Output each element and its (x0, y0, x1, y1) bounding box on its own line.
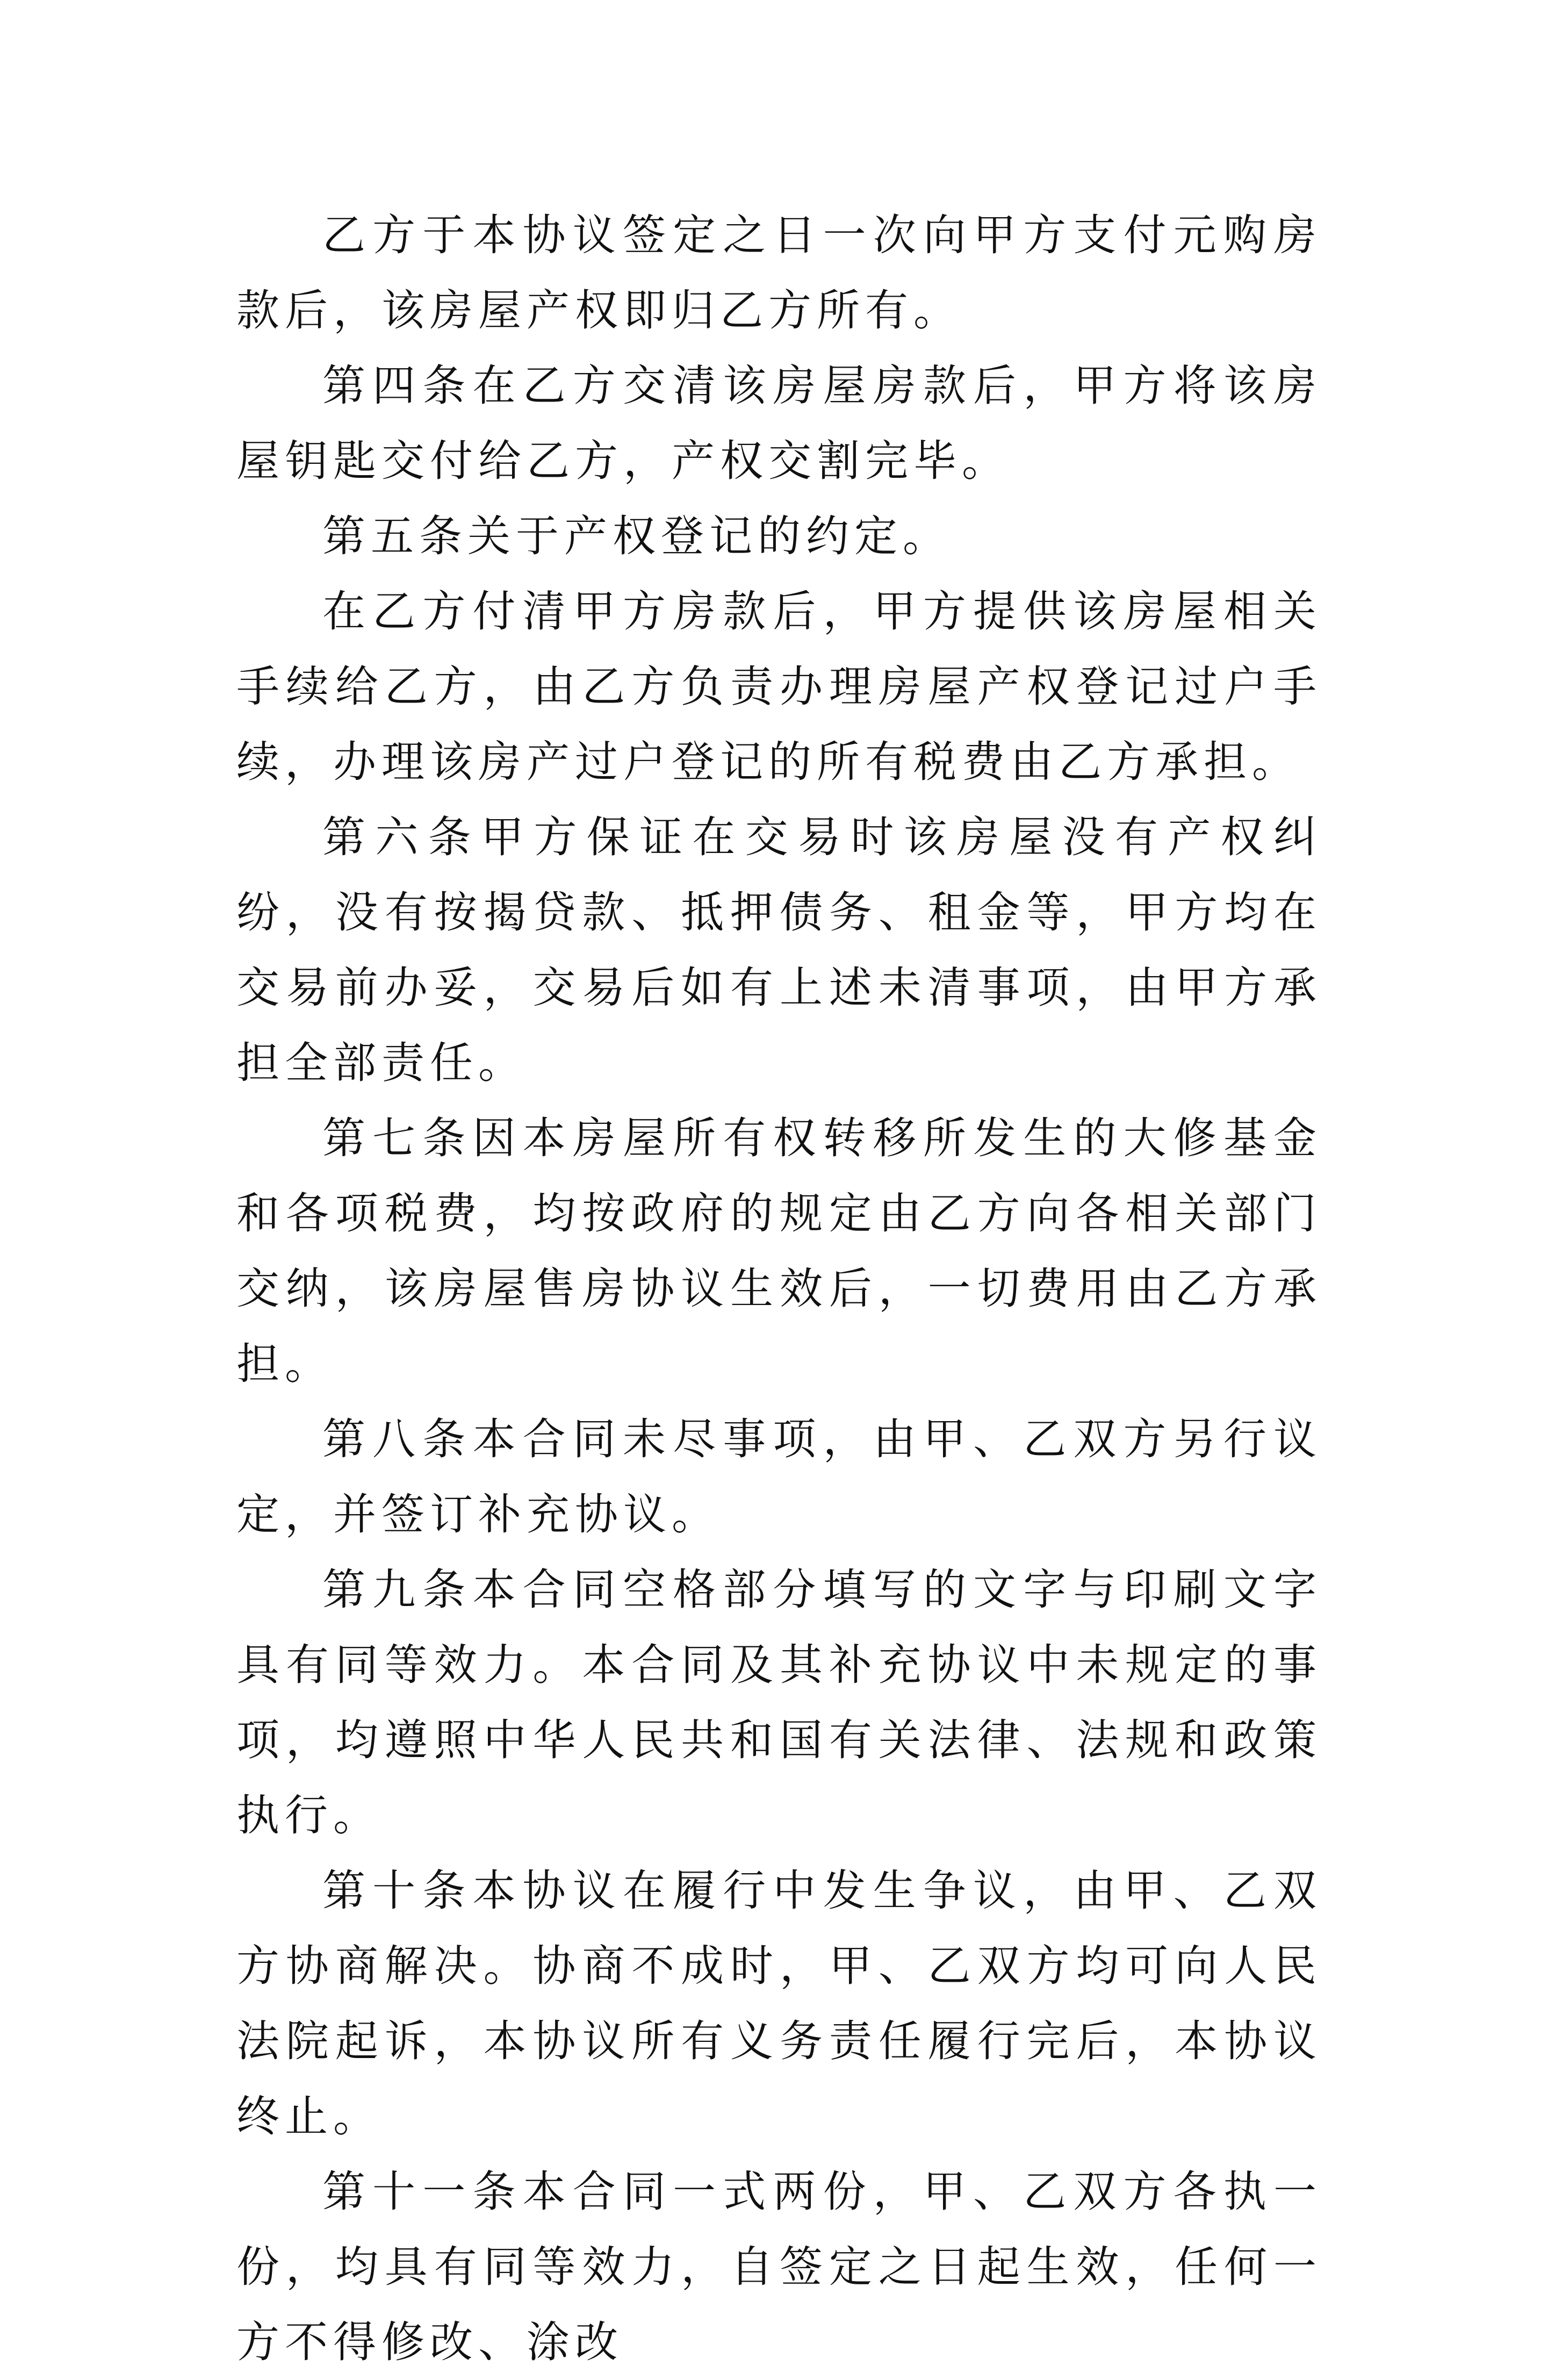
paragraph-payment: 乙方于本协议签定之日一次向甲方支付元购房款后，该房屋产权即归乙方所有。 (236, 210, 1322, 335)
paragraph-article-4: 第四条在乙方交清该房屋房款后，甲方将该房屋钥匙交付给乙方，产权交割完毕。 (236, 361, 1322, 486)
paragraph-article-5: 第五条关于产权登记的约定。 (322, 511, 951, 561)
paragraph-article-6: 第六条甲方保证在交易时该房屋没有产权纠纷，没有按揭贷款、抵押债务、租金等，甲方均在交易前办妥，交易后如有上述未清事项，由甲方承担全部责任。 (236, 812, 1322, 1088)
paragraph-article-9: 第九条本合同空格部分填写的文字与印刷文字具有同等效力。本合同及其补充协议中未规定的事项，均遵照中华人民共和国有关法律、法规和政策执行。 (236, 1565, 1322, 1840)
paragraph-article-11: 第十一条本合同一式两份，甲、乙双方各执一份，均具有同等效力，自签定之日起生效，任何一方不得修改、涂改 (236, 2167, 1322, 2367)
paragraph-article-7: 第七条因本房屋所有权转移所发生的大修基金和各项税费，均按政府的规定由乙方向各相关部门交纳，该房屋售房协议生效后，一切费用由乙方承担。 (236, 1113, 1322, 1389)
paragraph-article-8: 第八条本合同未尽事项，由甲、乙双方另行议定，并签订补充协议。 (236, 1414, 1322, 1539)
document-body (236, 198, 1322, 2380)
paragraph-article-10: 第十条本协议在履行中发生争议，由甲、乙双方协商解决。协商不成时，甲、乙双方均可向人民法院起诉，本协议所有义务责任履行完后，本协议终止。 (236, 1866, 1322, 2141)
paragraph-registration: 在乙方付清甲方房款后，甲方提供该房屋相关手续给乙方，由乙方负责办理房屋产权登记过户手续，办理该房产过户登记的所有税费由乙方承担。 (236, 586, 1322, 787)
